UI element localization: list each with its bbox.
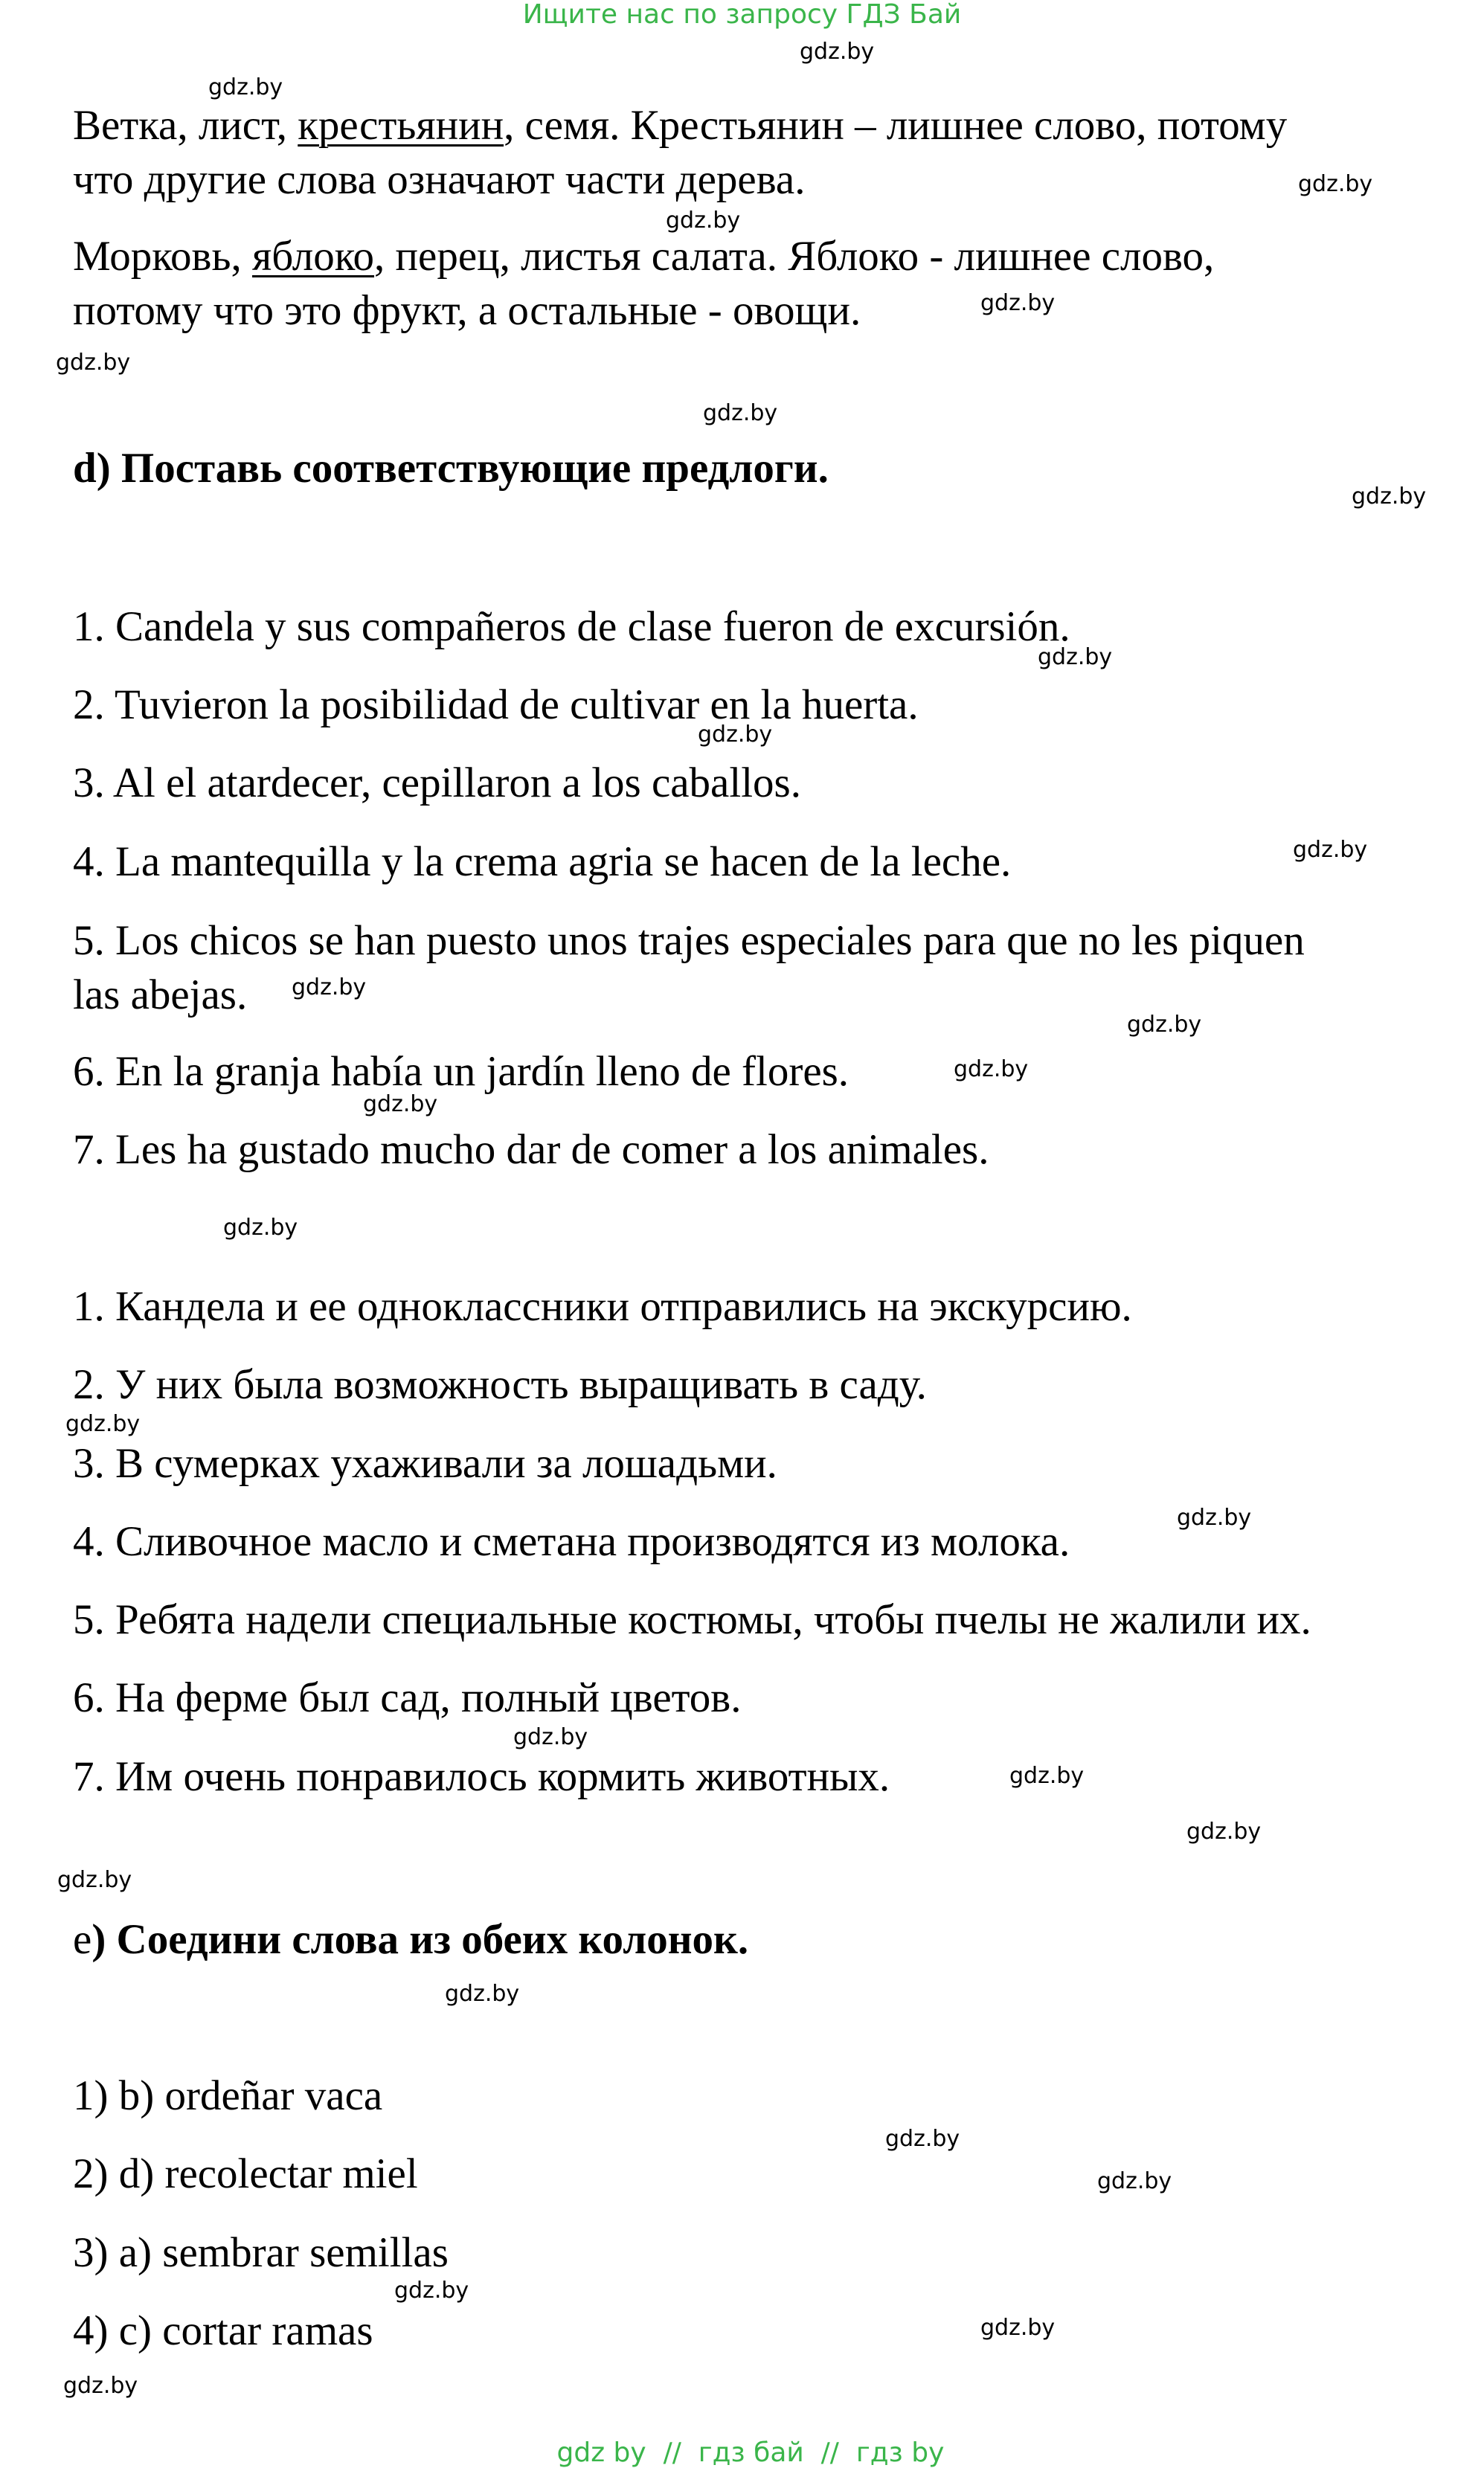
watermark: gdz.by — [292, 974, 367, 1000]
watermark: gdz.by — [1293, 837, 1368, 863]
watermark: gdz.by — [1298, 171, 1373, 197]
watermark: gdz.by — [885, 2126, 960, 2152]
watermark: gdz.by — [1097, 2168, 1172, 2194]
match-answer: 3) a) sembrar semillas — [73, 2229, 449, 2276]
watermark: gdz.by — [208, 74, 283, 100]
russian-sentence: 1. Кандела и ее одноклассники отправились на экскурсию. — [73, 1283, 1132, 1330]
watermark: gdz.by — [223, 1215, 298, 1241]
spanish-sentence: 2. Tuvieron la posibilidad de cultivar en la huerta. — [73, 681, 919, 728]
watermark: gdz.by — [513, 1724, 588, 1750]
watermark: gdz.by — [980, 290, 1056, 316]
watermark: gdz.by — [980, 2315, 1056, 2341]
match-answer: 2) d) recolectar miel — [73, 2150, 418, 2197]
underlined-word: крестьянин — [298, 102, 504, 149]
spanish-sentence: 6. En la granja había un jardín lleno de flores. — [73, 1048, 849, 1095]
section-e-heading: е) Соедини слова из обеих колонок. — [73, 1916, 749, 1963]
site-footer[interactable] — [0, 2408, 1484, 2468]
section-d-heading: d) Поставь соответствующие предлоги. — [73, 445, 829, 492]
spanish-sentence: 1. Candela y sus compañeros de clase fueron de excursión. — [73, 603, 1070, 650]
watermark: gdz.by — [1186, 1819, 1262, 1845]
russian-sentence: 6. На ферме был сад, полный цветов. — [73, 1674, 742, 1721]
russian-sentence: 2. У них была возможность выращивать в саду. — [73, 1361, 927, 1408]
watermark: gdz.by — [954, 1056, 1029, 1082]
match-answer: 1) b) ordeñar vaca — [73, 2072, 383, 2119]
spanish-sentence: 7. Les ha gustado mucho dar de comer a los animales. — [73, 1126, 989, 1173]
watermark: gdz.by — [363, 1091, 438, 1117]
watermark: gdz.by — [1009, 1763, 1085, 1789]
watermark: gdz.by — [57, 1867, 132, 1893]
watermark: gdz.by — [1127, 1012, 1202, 1038]
spanish-sentence: 4. La mantequilla y la crema agria se hacen de la leche. — [73, 838, 1012, 885]
watermark: gdz.by — [445, 1981, 520, 2007]
watermark: gdz.by — [63, 2373, 138, 2399]
odd-word-paragraph-2: Морковь, яблоко, перец, листья салата. Яблоко - лишнее слово, потому что это фрукт, а остальные - овощи. — [73, 233, 1215, 334]
watermark: gdz.by — [666, 208, 741, 234]
match-answer: 4) c) cortar ramas — [73, 2307, 373, 2354]
site-footer-text[interactable]: gdz by // гдз бай // гдз by — [556, 2438, 945, 2468]
watermark: gdz.by — [703, 400, 778, 426]
watermark: gdz.by — [394, 2278, 469, 2304]
watermark: gdz.by — [1352, 483, 1427, 510]
site-banner-text[interactable]: Ищите нас по запросу ГДЗ Бай — [522, 0, 962, 30]
odd-word-paragraph-1: Ветка, лист, крестьянин, семя. Крестьянин – лишнее слово, потому что другие слова означают части дерева. — [73, 102, 1288, 203]
watermark: gdz.by — [800, 39, 875, 65]
underlined-word: яблоко — [251, 233, 375, 280]
russian-sentence: 4. Сливочное масло и сметана производятся из молока. — [73, 1518, 1070, 1565]
site-banner[interactable] — [0, 0, 1484, 30]
watermark: gdz.by — [56, 350, 131, 376]
watermark: gdz.by — [1177, 1505, 1252, 1531]
spanish-sentence: 5. Los chicos se han puesto unos trajes especiales para que no les piquen las abejas. — [73, 917, 1305, 1018]
russian-sentence: 5. Ребята надели специальные костюмы, чтобы пчелы не жалили их. — [73, 1596, 1311, 1643]
spanish-sentence: 3. Al el atardecer, cepillaron a los caballos. — [73, 759, 801, 806]
russian-sentence: 7. Им очень понравилось кормить животных. — [73, 1753, 890, 1800]
watermark: gdz.by — [698, 722, 773, 748]
watermark: gdz.by — [1038, 644, 1113, 670]
watermark: gdz.by — [65, 1411, 141, 1437]
russian-sentence: 3. В сумерках ухаживали за лошадьми. — [73, 1440, 777, 1487]
